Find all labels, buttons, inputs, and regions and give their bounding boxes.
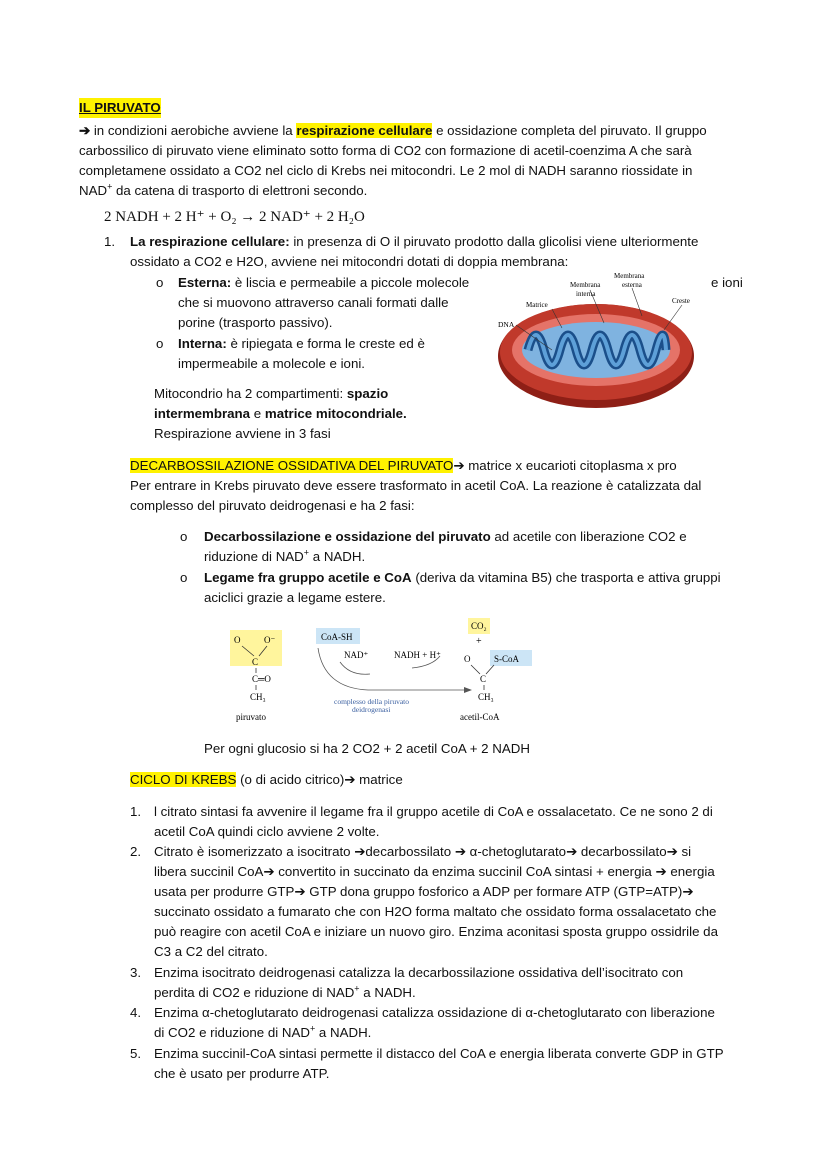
- pyruvate-c-top: C: [252, 657, 259, 667]
- decarb-line-2: complesso del piruvato deidrogenasi e ha 2 fasi:: [130, 498, 415, 513]
- scoa-label: S-CoA: [494, 654, 520, 664]
- pyruvate-ch3: CH₃: [250, 692, 266, 702]
- krebs-item-4-num: 4.: [130, 1005, 142, 1020]
- mito-label-membrana-interna: Membrana: [570, 281, 601, 289]
- equation: 2 NADH + 2 H⁺ + O₂ → 2 NAD⁺ + 2 H₂O: [104, 209, 365, 225]
- page-title: IL PIRUVATO: [79, 98, 161, 118]
- acetyl-c: C: [480, 674, 487, 684]
- decarb-phase-1-line-2: riduzione di NAD+ a NADH.: [204, 547, 366, 564]
- membrane-int-line-2: impermeabile a molecole e ioni.: [178, 356, 365, 371]
- krebs-item-1-line-2: acetil CoA quindi ciclo avviene 2 volte.: [154, 824, 380, 839]
- pyruvate-label: piruvato: [236, 712, 266, 722]
- membrane-ext-tail: e ioni: [711, 275, 743, 290]
- krebs-item-4-line-2: di CO2 e riduzione di NAD+ a NADH.: [154, 1023, 372, 1040]
- mito-label-matrice: Matrice: [526, 301, 548, 309]
- item1-line-1: La respirazione cellulare: in presenza di O il piruvato prodotto dalla glicolisi viene ulteriormente: [130, 234, 699, 249]
- pyruvate-c-mid: C═O: [252, 674, 271, 684]
- bullet-icon: o: [180, 570, 188, 585]
- svg-text:esterna: esterna: [622, 281, 642, 289]
- decarb-phase-2: Legame fra gruppo acetile e CoA (deriva da vitamina B5) che trasporta e attiva gruppi: [204, 570, 721, 585]
- krebs-item-5-line-2: che è usato per produrre ATP.: [154, 1066, 330, 1081]
- krebs-item-5-num: 5.: [130, 1046, 142, 1061]
- item1-line-2: ossidato a CO2 e H2O, avviene nei mitocondri dotati di doppia membrana:: [130, 254, 569, 269]
- compartments-line-3: Respirazione avviene in 3 fasi: [154, 426, 331, 441]
- svg-text:interna: interna: [576, 290, 596, 298]
- bullet-icon: o: [156, 336, 164, 351]
- item1-num: 1.: [104, 234, 116, 249]
- decarb-phase-1: Decarbossilazione e ossidazione del piruvato ad acetile con liberazione CO2 e: [204, 529, 687, 544]
- membrane-int-line-1: Interna: è ripiegata e forma le creste ed è: [178, 336, 425, 351]
- compartments-line-2: intermembrana e matrice mitocondriale.: [154, 406, 407, 421]
- krebs-item-3-line-1: Enzima isocitrato deidrogenasi catalizza la decarbossilazione ossidativa dell’isocitrato con: [154, 965, 684, 980]
- nadh-label: NADH + H⁺: [394, 650, 441, 660]
- membrane-ext-line-1: Esterna: è liscia e permeabile a piccole molecole: [178, 275, 470, 290]
- bullet-icon: o: [156, 275, 164, 290]
- mito-label-membrana-esterna: Membrana: [614, 272, 645, 280]
- krebs-item-3-num: 3.: [130, 965, 142, 980]
- mito-label-dna: DNA: [498, 320, 515, 329]
- acetyl-ch3: CH₃: [478, 692, 494, 702]
- acetyl-coa-label: acetil-CoA: [460, 712, 500, 722]
- intro-line-3: completamene ossidato a CO2 nel ciclo di Krebs nei mitocondri. Le 2 mol di NADH saranno riossidate in: [79, 163, 693, 178]
- per-glucosio: Per ogni glucosio si ha 2 CO2 + 2 acetil CoA + 2 NADH: [204, 741, 530, 756]
- krebs-item-2-num: 2.: [130, 844, 142, 859]
- krebs-item-1-line-1: l citrato sintasi fa avvenire il legame fra il gruppo acetile di CoA e ossalacetato. Ce ne sono 2 di: [154, 804, 713, 819]
- krebs-item-2-line-4: succinato ossidato a fumarato che con H2O forma maltato che ossidato forma ossalacetato che: [154, 904, 717, 919]
- krebs-item-5-line-1: Enzima succinil-CoA sintasi permette il distacco del CoA e energia liberata converte GDP in GTP: [154, 1046, 724, 1061]
- acetyl-o: O: [464, 654, 471, 664]
- pyruvate-o1: O: [234, 635, 241, 645]
- mitochondrion-illustration: [492, 268, 712, 418]
- krebs-item-2-line-6: C3 a C2 del citrato.: [154, 944, 268, 959]
- krebs-item-2-line-1: Citrato è isomerizzato a isocitrato ➔decarbossilato ➔ α-chetoglutarato➔ decarbossilato➔ si: [154, 844, 692, 859]
- intro-line-1: ➔ in condizioni aerobiche avviene la respirazione cellulare e ossidazione completa del piruvato. Il gruppo: [79, 123, 707, 138]
- mito-label-creste: Creste: [672, 297, 690, 305]
- coash-label: CoA-SH: [321, 632, 353, 642]
- krebs-item-3-line-2: perdita di CO2 e riduzione di NAD+ a NADH.: [154, 983, 416, 1000]
- intro-line-2: carbossilico di piruvato viene eliminato sotto forma di CO2 con formazione di acetil-coenzima A che sarà: [79, 143, 692, 158]
- bullet-icon: o: [180, 529, 188, 544]
- krebs-item-2-line-3: usata per produrre GTP➔ GTP dona gruppo fosforico a ADP per formare ATP (GTP=ATP)➔: [154, 884, 694, 899]
- decarb-heading: DECARBOSSILAZIONE OSSIDATIVA DEL PIRUVATO➔ matrice x eucarioti citoplasma x pro: [130, 458, 677, 473]
- pyruvate-reaction-diagram: [222, 612, 542, 730]
- decarb-line-1: Per entrare in Krebs piruvato deve essere trasformato in acetil CoA. La reazione è catalizzata dal: [130, 478, 702, 493]
- membrane-ext-line-3: porine (trasporto passivo).: [178, 315, 333, 330]
- co2-label: CO₂: [471, 621, 487, 631]
- krebs-item-2-line-5: può reagire con acetil CoA e iniziare un nuovo giro. Enzima aconitasi sposta gruppo ossidrile da: [154, 924, 718, 939]
- krebs-item-4-line-1: Enzima α-chetoglutarato deidrogenasi catalizza ossidazione di α-chetoglutarato con liberazione: [154, 1005, 715, 1020]
- compartments-line-1: Mitocondrio ha 2 compartimenti: spazio: [154, 386, 389, 401]
- membrane-ext-line-2: che si muovono attraverso canali formati dalle: [178, 295, 449, 310]
- arrow-icon: ➔: [79, 123, 91, 138]
- svg-text:deidrogenasi: deidrogenasi: [352, 705, 391, 714]
- nad-label: NAD⁺: [344, 650, 369, 660]
- krebs-item-1-num: 1.: [130, 804, 142, 819]
- decarb-phase-2-line-2: aciclici grazie a legame estere.: [204, 590, 386, 605]
- intro-line-4: NAD+ da catena di trasporto di elettroni secondo.: [79, 181, 368, 198]
- plus-label: +: [476, 636, 482, 647]
- pyruvate-o2: O⁻: [264, 635, 276, 645]
- krebs-heading: CICLO DI KREBS (o di acido citrico)➔ matrice: [130, 772, 403, 787]
- highlight-respirazione: respirazione cellulare: [296, 123, 433, 138]
- krebs-item-2-line-2: libera succinil CoA➔ convertito in succinato da enzima succinil CoA sintasi + energia ➔ energia: [154, 864, 715, 879]
- enzyme-label: complesso della piruvato: [334, 697, 409, 706]
